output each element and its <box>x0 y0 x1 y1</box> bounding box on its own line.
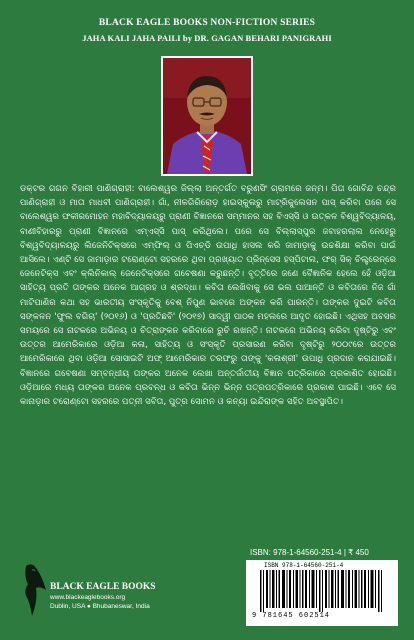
eagle-icon <box>22 560 48 620</box>
series-heading: BLACK EAGLE BOOKS NON-FICTION SERIES <box>98 18 316 28</box>
barcode-isbn-text: ISBN 978-1-64560-251-4 <box>264 562 344 569</box>
publisher-website: www.blackeaglebooks.org <box>50 594 126 601</box>
barcode-icon <box>260 570 384 612</box>
barcode-panel <box>246 560 398 626</box>
publisher-name: BLACK EAGLE BOOKS <box>50 582 156 592</box>
author-portrait-icon <box>163 58 251 174</box>
author-biography: ଡକ୍ଟର ଗଗନ ବିହାରୀ ପାଣିଗ୍ରାହୀ: ବାଲେଶ୍ୱର ଜିଲ୍ଲା ଅନ୍ତର୍ଗତ ବରୁଣସିଂ ଗ୍ରାମରେ ଜନ୍ମ। ପିତା ଗୋବିନ୍ଦ ଚନ୍ଦ୍ର ପାଣିଗ୍ରାହୀ ଓ ମାତା ମାଧବୀ ପାଣିଗ୍ରାହୀ। ଗାଁ, ନୀଳଗିରିରୋଡ଼ ହାଇସ୍କୁଲରୁ ମାଟ୍ରିକୁଲେସନ ପାସ୍ କରିବା ପରେ ସେ ବାଲେଶ୍ୱର ଫକୀରମୋହନ ମହାବିଦ୍ୟାଳୟରୁ ପ୍ରାଣୀ ବିଜ୍ଞାନରେ ସମ୍ମାନର ସହ ବିଏସ୍‌ସି ଓ ଉତ୍କଳ ବିଶ୍ୱବିଦ୍ୟାଳୟ, ବାଣୀବିହାରରୁ ପ୍ରାଣୀ ବିଜ୍ଞାନରେ ଏମ୍‌ଏସ୍‌ସି ପାସ୍ କରିଥିଲେ। ପରେ ସେ ବିଲ୍ଲାସ୍ପୁର ଜବାହରଲାଲ ନେହେରୁ ବିଶ୍ୱବିଦ୍ୟାଳୟରୁ ଲିଜେନିଟିକ୍ସରେ ଏମ୍‌ଫିଲ୍ ଓ ପିଏଚ୍‌ଡି ଉପାଧି ହାସଲ କରି ଜାମାଡ଼ାକୁ ଉଚ୍ଚଶିକ୍ଷା କରିବା ପାଇଁ ଆସିଲେ। ଏଣ୍ଟି ସେ ଜାମାଡ଼ାର ଟରୋଣ୍ଟୋ ସହରରେ ଥିବା ପ୍ରଖ୍ୟାତ ପ୍ରିନ୍ସେସ ହସ୍‌ପିଟାଲ, ଫର୍ ସିକ୍ ଚିଲ୍ଡ୍ରେନ୍‌ରେ ଜେନେଟିକ୍ସ ଏବଂ କ୍ଲିନିକାଲ୍ ଜେନେଟିକ୍ସରେ ଗବେଷଣା କରୁଛନ୍ତି। ବୃତ୍ତିରେ ଜଣେ ବୈଜ୍ଞାନିକ ହେଲେ ହେଁ ଓଡ଼ିଆ ସାହିତ୍ୟ ପ୍ରତି ତାଙ୍କର ଅନେକ ଆଗ୍ରହ ଓ ଶ୍ରଦ୍ଧା। କବିତା ଲେଖିବାକୁ ସେ ଭଲ ପାଆନ୍ତି ଓ କବିତାରେ ନିଜ ଗାଁ ମାଟିପାଣିର କଥା ସହ ଭାରତୀୟ ସଂସ୍କୃତିକୁ ବେଶ୍ ନିପୁଣ ଭାବରେ ଅଙ୍କନ କରି ପାରନ୍ତି। ତାଙ୍କର ଦୁଇଟି କବିତା ସଙ୍କଳନ 'ଫୁଲ ବଗିଚା' (୨୦୧୬) ଓ 'ପ୍ରତିଛବି' (୨୦୧୭) ସାଦ୍ୱୀ ପାଠକ ମହଲରେ ଆଦୃତ ହୋଇଛି। ଏଥିସହ ଅବସର ସମୟରେ ସେ ନାଟକରେ ଅଭିନୟ ଓ ଚିତ୍ରାଙ୍କନ କରିବାରେ ରୁଚି ରଖନ୍ତି। ନାଟକରେ ଅଭିନୟ କରିବା ଦୃଷ୍ଟିରୁ ଏବଂ ଉତ୍ତର ଆମେରିକାରେ ଓଡ଼ିଆ କଳା, ସାହିତ୍ୟ ଓ ସଂସ୍କୃତି ପ୍ରସାରଣ କରିବା ଦୃଷ୍ଟିରୁ ୨୦୦୯ରେ ଉତ୍ତର ଆମେରିକାରେ ଥିବା ଓଡ଼ିଆ ସୋସାଇଟି ଅଫ୍ ଆମେରିକାର ତରଫରୁ ତାଙ୍କୁ 'କଳାଶ୍ରୀ' ଉପାଧି ପ୍ରଦାନ କରାଯାଇଛି। ବିଜ୍ଞାନରେ ଗବେଷଣା ସମ୍ବନ୍ଧୀୟ ତାଙ୍କର ଅନେକ ଲେଖା ଅନ୍ତର୍ଜାତୀୟ ବିଜ୍ଞାନ ପତ୍ରିକାରେ ପ୍ରକାଶିତ ହୋଇଛି। ଓଡ଼ିଆରେ ମଧ୍ୟ ତାଙ୍କର ଅନେକ ପ୍ରବନ୍ଧ ଓ କବିତା ଭିନ୍ନ ଭିନ୍ନ ପତ୍ରପତ୍ରିକାରେ ପ୍ରକାଶ ପାଇଛି। ଏବେ ସେ କାନାଡ଼ାର ଟରୋଣ୍ଟୋ ସହରରେ ପତ୍ନୀ ସବିତା, ପୁତ୍ର ସୋମନ ଓ କନ୍ୟା ଇନ୍ଦିରାଙ୍କ ସହିତ ଅବସ୍ଥାପିତ। <box>20 184 396 408</box>
publisher-block <box>22 560 202 630</box>
author-photo <box>161 56 253 176</box>
publisher-location: Dublin, USA ● Bhubaneswar, India <box>50 603 150 610</box>
barcode-digits: 9 781645 602514 <box>252 612 331 620</box>
isbn-price-label: ISBN: 978-1-64560-251-4 | ₹ 450 <box>250 548 369 557</box>
title-author-line: JAHA KALI JAHA PAILI by DR. GAGAN BEHARI PANIGRAHI <box>82 33 332 43</box>
